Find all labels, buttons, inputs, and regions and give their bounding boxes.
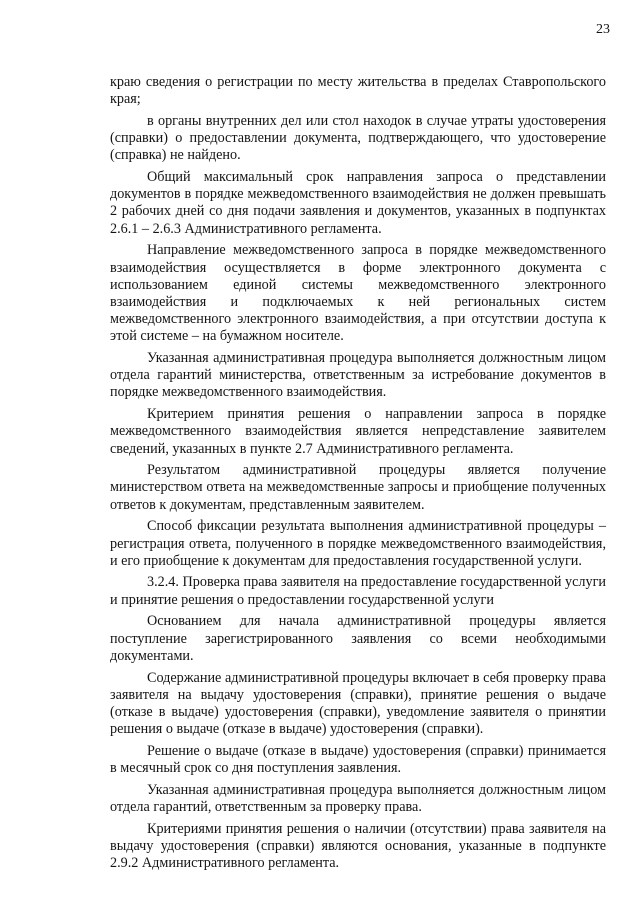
paragraph: в органы внутренних дел или стол находок в случае утраты удостоверения (справки) о предоставлении документа, подтверждающего, что удостоверение (справка) не найдено. <box>110 112 606 164</box>
paragraph: Результатом административной процедуры является получение министерством ответа на межведомственные запросы и приобщение полученных ответов к документам, представленным заявителем. <box>110 462 606 513</box>
paragraph: Указанная административная процедура выполняется должностным лицом отдела гарантий министерства, ответственным за истребование документов в порядке межведомственного взаимодействия. <box>110 350 606 401</box>
paragraph: Общий максимальный срок направления запроса о представлении документов в порядке межведомственного взаимодействия не должен превышать 2 рабочих дней со дня подачи заявления и документов, указанных в подпунктах 2.6.1 – 2.6.3 Административного регламента. <box>110 169 606 237</box>
document-body <box>110 74 606 877</box>
paragraph: Способ фиксации результата выполнения административной процедуры – регистрация ответа, полученного в порядке межведомственного взаимодействия, и его приобщение к документам для предоставления государственной услуги. <box>110 518 606 569</box>
paragraph: Критериями принятия решения о наличии (отсутствии) права заявителя на выдачу удостоверения (справки) являются основания, указанные в подпункте 2.9.2 Административного регламента. <box>110 820 606 872</box>
paragraph: Направление межведомственного запроса в порядке межведомственного взаимодействия осуществляется в форме электронного документа с использованием единой системы межведомственного электронного взаимодействия и подключаемых к ней региональных систем межведомственного электронного взаимодействия, а при отсутствии доступа к этой системе – на бумажном носителе. <box>110 242 606 345</box>
paragraph: Основанием для начала административной процедуры является поступление зарегистрированного заявления со всеми необходимыми документами. <box>110 613 606 664</box>
paragraph: Указанная административная процедура выполняется должностным лицом отдела гарантий, ответственным за проверку права. <box>110 781 606 815</box>
page-number: 23 <box>596 22 610 37</box>
section-heading-3-2-4: 3.2.4. Проверка права заявителя на предоставление государственной услуги и принятие решения о предоставлении государственной услуги <box>110 574 606 608</box>
paragraph: Решение о выдаче (отказе в выдаче) удостоверения (справки) принимается в месячный срок со дня поступления заявления. <box>110 742 606 777</box>
paragraph: Содержание административной процедуры включает в себя проверку права заявителя на выдачу удостоверения (справки), принятие решения о выдаче (отказе в выдаче) удостоверения (справки), уведомление заявителя о принятии решения о выдаче (отказе в выдаче) удостоверения (справки). <box>110 669 606 738</box>
paragraph: Критерием принятия решения о направлении запроса в порядке межведомственного взаимодействия является непредставление заявителем сведений, указанных в пункте 2.7 Административного регламента. <box>110 406 606 457</box>
paragraph: краю сведения о регистрации по месту жительства в пределах Ставропольского края; <box>110 74 606 108</box>
